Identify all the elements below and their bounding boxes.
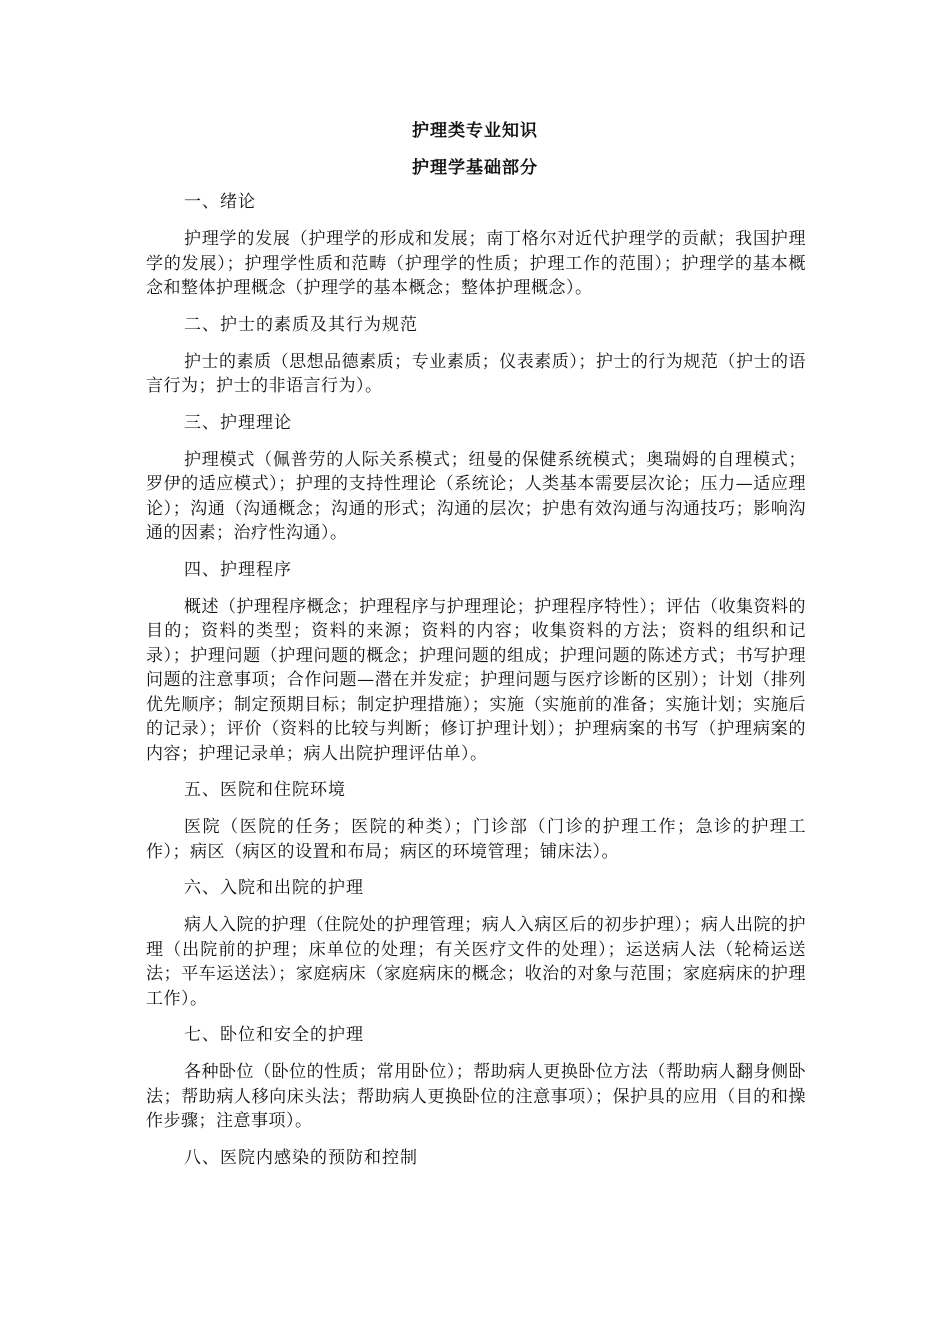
section-body-nurse-quality: 护士的素质（思想品德素质；专业素质；仪表素质）；护士的行为规范（护士的语言行为；护士的非语言行为）。 — [146, 351, 806, 396]
section-heading-position-safety: 七、卧位和安全的护理 — [184, 1025, 364, 1045]
section-heading-nursing-theory: 三、护理理论 — [184, 412, 292, 433]
document-body — [146, 190, 806, 1183]
section-body-intro: 护理学的发展（护理学的形成和发展；南丁格尔对近代护理学的贡献；我国护理学的发展）；护理学性质和范畴（护理学的性质；护理工作的范围）；护理学的基本概念和整体护理概念（护理学的基本概念；整体护理概念）。 — [146, 229, 806, 298]
section-body-hospital-environment: 医院（医院的任务；医院的种类）；门诊部（门诊的护理工作；急诊的护理工作）；病区（病区的设置和布局；病区的环境管理；铺床法）。 — [146, 817, 806, 862]
section-heading-nursing-process: 四、护理程序 — [184, 559, 292, 580]
section-body-nursing-theory: 护理模式（佩普劳的人际关系模式；纽曼的保健系统模式；奥瑞姆的自理模式；罗伊的适应模式）；护理的支持性理论（系统论；人类基本需要层次论；压力—适应理论）；沟通（沟通概念；沟通的形式；沟通的层次；护患有效沟通与沟通技巧；影响沟通的因素；治疗性沟通）。 — [146, 449, 806, 543]
section-heading-intro: 一、绪论 — [184, 192, 256, 212]
section-heading-hospital-environment: 五、医院和住院环境 — [184, 780, 346, 800]
section-heading-nurse-quality: 二、护士的素质及其行为规范 — [184, 314, 418, 335]
section-heading-admission-discharge: 六、入院和出院的护理 — [184, 878, 364, 898]
section-body-admission-discharge: 病人入院的护理（住院处的护理管理；病人入病区后的初步护理）；病人出院的护理（出院前的护理；床单位的处理；有关医疗文件的处理）；运送病人法（轮椅运送法；平车运送法）；家庭病床（家庭病床的概念；收治的对象与范围；家庭病床的护理工作）。 — [146, 915, 806, 1009]
section-body-nursing-process: 概述（护理程序概念；护理程序与护理理论；护理程序特性）；评估（收集资料的目的；资料的类型；资料的来源；资料的内容；收集资料的方法；资料的组织和记录）；护理问题（护理问题的概念；护理问题的组成；护理问题的陈述方式；书写护理问题的注意事项；合作问题—潜在并发症；护理问题与医疗诊断的区别）；计划（排列优先顺序；制定预期目标；制定护理措施）；实施（实施前的准备；实施计划；实施后的记录）；评价（资料的比较与判断；修订护理计划）；护理病案的书写（护理病案的内容；护理记录单；病人出院护理评估单）。 — [146, 596, 806, 764]
section-heading-infection-control: 八、医院内感染的预防和控制 — [184, 1147, 418, 1168]
document-subtitle: 护理学基础部分 — [412, 158, 538, 178]
document-title: 护理类专业知识 — [412, 121, 538, 141]
section-body-position-safety: 各种卧位（卧位的性质；常用卧位）；帮助病人更换卧位方法（帮助病人翻身侧卧法；帮助病人移向床头法；帮助病人更换卧位的注意事项）；保护具的应用（目的和操作步骤；注意事项）。 — [146, 1062, 806, 1131]
